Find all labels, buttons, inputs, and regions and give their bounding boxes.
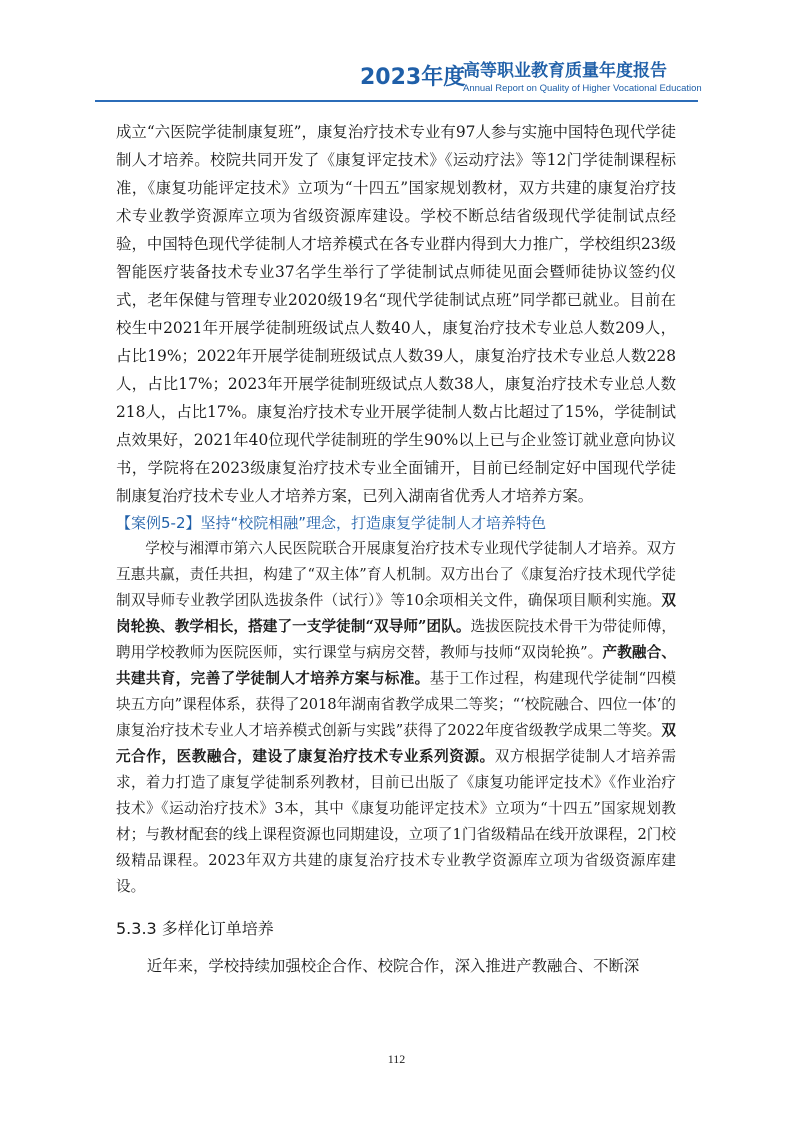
page-content [116,118,676,980]
case-body [116,536,676,900]
report-title-en: Annual Report on Quality of Higher Vocational Education [463,83,702,94]
case-bold-2: 产教融合、共建共育，完善了学徒制人才培养方案与标准。 [116,644,676,687]
case-text-3: 基于工作过程，构建现代学徒制“四模块五方向”课程体系，获得了2018年湖南省教学成果二等奖；“‘校院融合、四位一体’的康复治疗技术专业人才培养模式创新与实践”获得了2022年度省级教学成果二等奖。 [116,670,676,739]
report-title-block [463,56,702,94]
page-number: 112 [387,1052,406,1066]
report-title-cn: 高等职业教育质量年度报告 [463,61,667,81]
case-title: 【案例5-2】坚持“校院相融”理念，打造康复学徒制人才培养特色 [116,514,547,532]
body-paragraph-2: 近年来，学校持续加强校企合作、校院合作，深入推进产教融合、不断深 [146,957,640,975]
body-paragraph-1: 成立“六医院学徒制康复班”，康复治疗技术专业有97人参与实施中国特色现代学徒制人才培养。校院共同开发了《康复评定技术》《运动疗法》等12门学徒制课程标准，《康复功能评定技术》立项为“十四五”国家规划教材，双方共建的康复治疗技术专业教学资源库立项为省级资源库建设。学校不断总结省级现代学徒制试点经验，中国特色现代学徒制人才培养模式在各专业群内得到大力推广，学校组织23级智能医疗装备技术专业37名学生举行了学徒制试点师徒见面会暨师徒协议签约仪式，老年保健与管理专业2020级19名“现代学徒制试点班”同学都已就业。目前在校生中2021年开展学徒制班级试点人数40人，康复治疗技术专业总人数209人，占比19%；2022年开展学徒制班级试点人数39人，康复治疗技术专业总人数228人，占比17%；2023年开展学徒制班级试点人数38人，康复治疗技术专业总人数218人，占比17%。康复治疗技术专业开展学徒制人数占比超过了15%，学徒制试点效果好，2021年40位现代学徒制班的学生90%以上已与企业签订就业意向协议书，学院将在2023级康复治疗技术专业全面铺开，目前已经制定好中国现代学徒制康复治疗技术专业人才培养方案，已列入湖南省优秀人才培养方案。 [116,123,676,505]
header-divider [95,100,698,102]
case-text-1: 学校与湘潭市第六人民医院联合开展康复治疗技术专业现代学徒制人才培养。双方互惠共赢，责任共担，构建了“双主体”育人机制。双方出台了《康复治疗技术现代学徒制双导师专业教学团队选拔条件（试行）》等10余项相关文件，确保项目顺利实施。 [116,540,676,609]
case-bold-1: 双岗轮换、教学相长，搭建了一支学徒制“双导师”团队。 [116,592,676,635]
section-heading: 5.3.3 多样化订单培养 [116,919,274,938]
page-header [0,0,793,105]
case-text-2: 选拔医院技术骨干为带徒师傅，聘用学校教师为医院医师，实行课堂与病房交替，教师与技师“双岗轮换”。 [116,618,676,661]
report-year-title: 2023年度 [360,65,466,90]
case-text-4: 双方根据学徒制人才培养需求，着力打造了康复学徒制系列教材，目前已出版了《康复功能评定技术》《作业治疗技术》《运动治疗技术》3本，其中《康复功能评定技术》立项为“十四五”国家规划教材；与教材配套的线上课程资源也同期建设，立项了1门省级精品在线开放课程，2门校级精品课程。2023年双方共建的康复治疗技术专业教学资源库立项为省级资源库建设。 [116,748,676,895]
case-bold-3: 双元合作，医教融合，建设了康复治疗技术专业系列资源。 [116,722,676,765]
